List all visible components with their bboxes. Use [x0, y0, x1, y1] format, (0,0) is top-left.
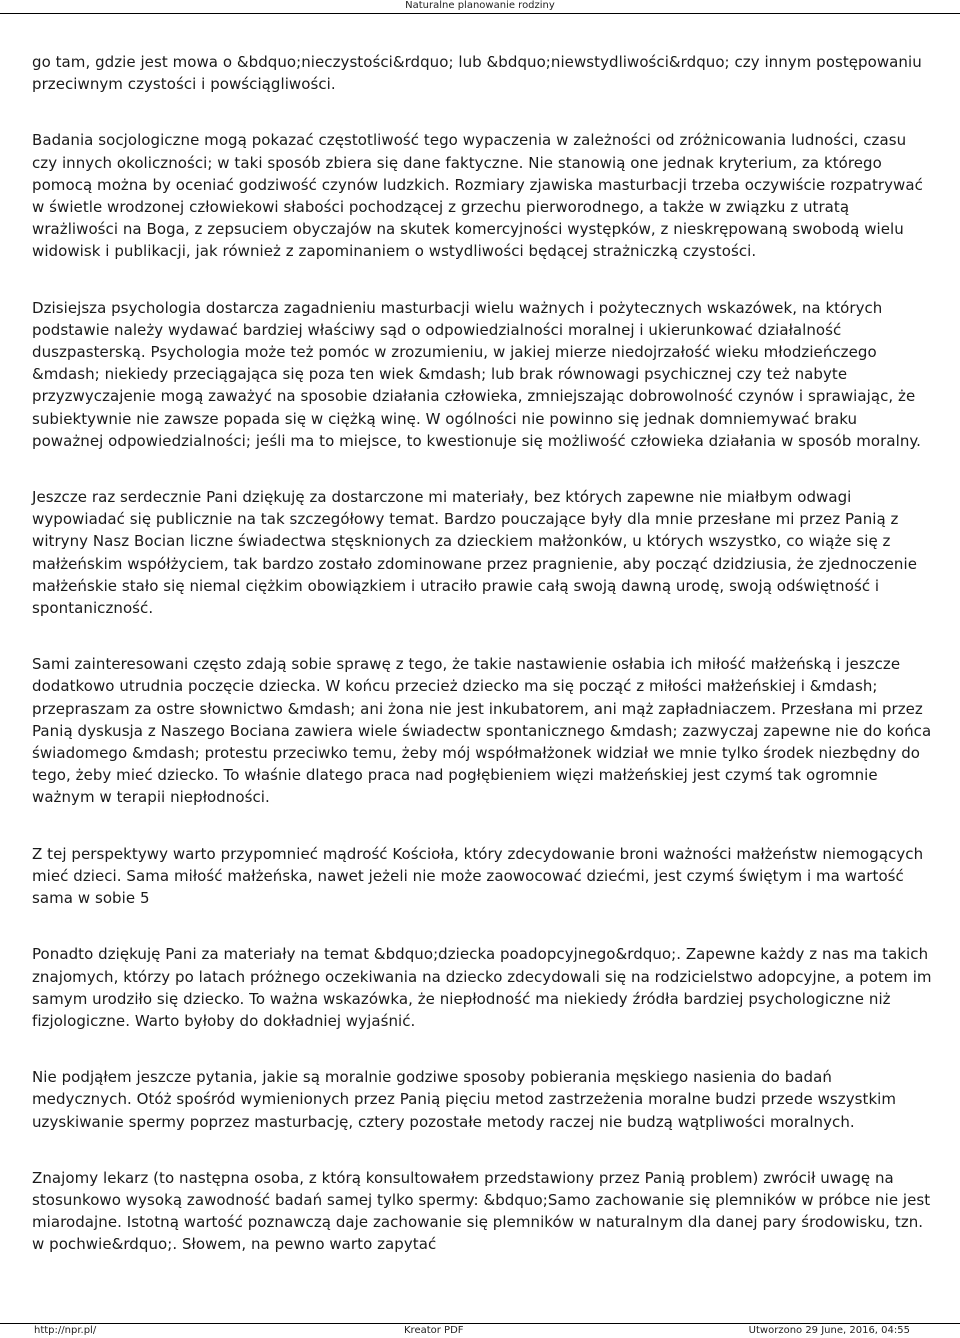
document-body [32, 51, 932, 1256]
paragraph: Badania socjologiczne mogą pokazać częstotliwość tego wypaczenia w zależności od zróżnicowania ludności, czasu czy innych okoliczności; w taki sposób zbiera się dane faktyczne. Nie stanowią one jednak kryterium, za którego pomocą można by oceniać godziwość czynów ludzkich. Rozmiary zjawiska masturbacji trzeba oczywiście rozpatrywać w świetle wrodzonej człowiekowi słabości pochodzącej z grzechu pierworodnego, a także w związku z utratą wrażliwości na Boga, z zepsuciem obyczajów na skutek komercyjności występków, z nieskrępowaną swobodą wielu widowisk i publikacji, jak również z zapominaniem o wstydliwości będącej strażniczką czystości. [32, 131, 923, 261]
paragraph: Znajomy lekarz (to następna osoba, z którą konsultowałem przedstawiony przez Panią problem) zwrócił uwagę na stosunkowo wysoką zawodność badań samej tylko spermy: &bdquo;Samo zachowanie się plemników w próbce nie jest miarodajne. Istotną wartość poznawczą daje zachowanie się plemników w naturalnym dla danej pary środowisku, tzn. w pochwie&rdquo;. Słowem, na pewno warto zapytać [32, 1168, 931, 1254]
paragraph: Sami zainteresowani często zdają sobie sprawę z tego, że takie nastawienie osłabia ich miłość małżeńską i jeszcze dodatkowo utrudnia poczęcie dziecka. W końcu przecież dziecko ma się począć z miłości małżeńskiej i &mdash; przepraszam za ostre słownictwo &mdash; ani żona nie jest inkubatorem, ani mąż zapładniaczem. Przesłana mi przez Panią dyskusja z Naszego Bociana zawiera wiele świadectw spontanicznego &mdash; zazwyczaj zapewne nie do końca świadomego &mdash; protestu przeciwko temu, żeby mój współmałżonek widział we mnie tylko środek niezbędny do tego, żeby mieć dziecko. To właśnie dlatego praca nad pogłębieniem więzi małżeńskiej jest czymś tak ogromnie ważnym w terapii niepłodności. [32, 655, 932, 807]
header-title: Naturalne planowanie rodziny [405, 0, 555, 11]
paragraph: Dzisiejsza psychologia dostarcza zagadnieniu masturbacji wielu ważnych i pożytecznych wskazówek, na których podstawie należy wydawać bardziej właściwy sąd o odpowiedzialności moralnej i ukierunkować działalność duszpasterską. Psychologia może też pomóc w zrozumieniu, w jakiej mierze niedojrzałość wieku młodzieńczego &mdash; niekiedy przeciągająca się poza ten wiek &mdash; lub brak równowagi psychicznej czy też nabyte przyzwyczajenie mogą zaważyć na sposobie działania człowieka, zmniejszając dobrowolność czynów i sprawiając, że subiektywnie nie zawsze popada się w ciężką winę. W ogólności nie powinno się jednak domniemywać braku poważnej odpowiedzialności; jeśli ma to miejsce, to kwestionuje się możliwość człowieka działania w sposób moralny. [32, 298, 921, 450]
paragraph: Jeszcze raz serdecznie Pani dziękuję za dostarczone mi materiały, bez których zapewne nie miałbym odwagi wypowiadać się publicznie na tak szczegółowy temat. Bardzo pouczające były dla mnie przesłane mi przez Panią z witryny Nasz Bocian liczne świadectwa stęsknionych za dzieckiem małżonków, u których wszystko, co wiąże się z małżeńskim współżyciem, tak bardzo zostało zdominowane przez pragnienie, aby począć dzidziusia, że zjednoczenie małżeńskie stało się niemal ciężkim obowiązkiem i utraciło prawie całą swoją dawną urodę, swoją odświętność i spontaniczność. [32, 488, 917, 618]
paragraph: Ponadto dziękuję Pani za materiały na temat &bdquo;dziecka poadopcyjnego&rdquo;. Zapewne każdy z nas ma takich znajomych, którzy po latach próżnego oczekiwania na dziecko zdecydowali się na rodzicielstwo adopcyjne, a potem im samym urodziło się dziecko. To ważna wskazówka, że niepłodność ma niekiedy źródła bardziej psychologiczne niż fizjologiczne. Warto byłoby do dokładniej wyjaśnić. [32, 945, 932, 1030]
page-header [0, 0, 960, 14]
footer-created-date: Utworzono 29 June, 2016, 04:55 [748, 1325, 910, 1336]
paragraph: Z tej perspektywy warto przypomnieć mądrość Kościoła, który zdecydowanie broni ważności małżeństw niemogących mieć dzieci. Sama miłość małżeńska, nawet jeżeli nie może zaowocować dziećmi, jest czymś świętym i ma wartość sama w sobie 5 [32, 844, 924, 908]
footer-divider [0, 1323, 960, 1324]
paragraph: Nie podjąłem jeszcze pytania, jakie są moralnie godziwe sposoby pobierania męskiego nasienia do badań medycznych. Otóż spośród wymienionych przez Panią pięciu metod zastrzeżenia moralne budzi przede wszystkim uzyskiwanie spermy poprzez masturbację, cztery pozostałe metody raczej nie budzą wątpliwości moralnych. [32, 1068, 897, 1131]
page-footer [0, 1325, 960, 1338]
footer-generator: Kreator PDF [404, 1325, 464, 1336]
footer-url: http://npr.pl/ [34, 1325, 97, 1336]
header-divider [0, 13, 960, 14]
paragraph: go tam, gdzie jest mowa o &bdquo;nieczystości&rdquo; lub &bdquo;niewstydliwości&rdquo; czy innym postępowaniu przeciwnym czystości i powściągliwości. [32, 53, 922, 94]
